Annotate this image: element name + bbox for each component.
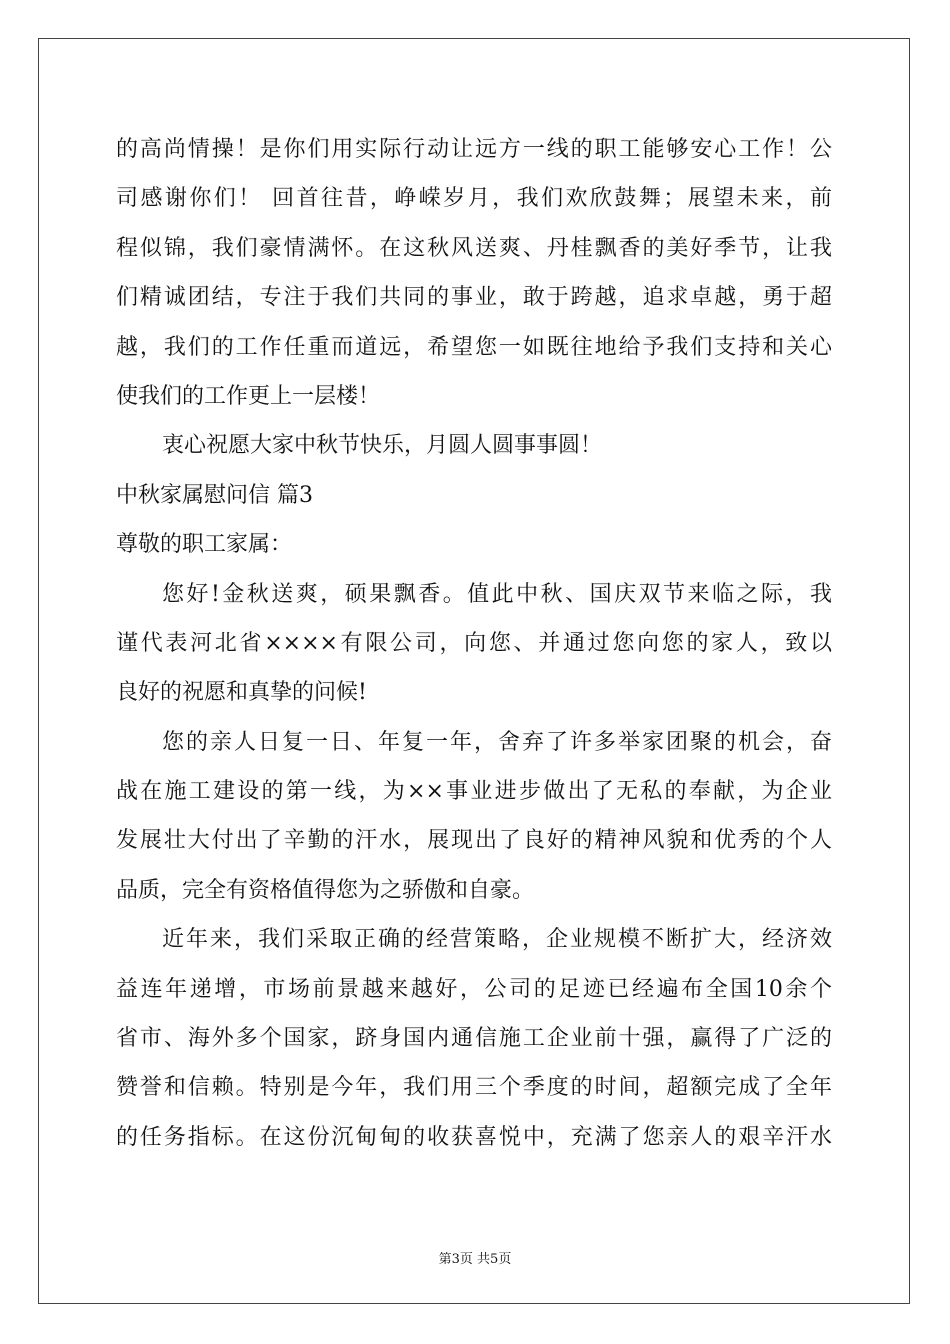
text-line: 良好的祝愿和真挚的问候! [116, 680, 367, 706]
salutation: 尊敬的职工家属： [116, 532, 293, 558]
page-number: 第3页 共5页 [438, 1252, 512, 1267]
text-line: 越，我们的工作任重而道远，希望您一如既往地给予我们支持和关心 [116, 334, 832, 360]
text-line: 省市、海外多个国家，跻身国内通信施工企业前十强，赢得了广泛的 [116, 1026, 832, 1052]
section-heading: 中秋家属慰问信 篇3 [116, 482, 313, 508]
text-line: 战在施工建设的第一线，为××事业进步做出了无私的奉献，为企业 [116, 779, 832, 805]
text-line: 您好!金秋送爽，硕果飘香。值此中秋、国庆双节来临之际，我 [162, 581, 832, 607]
text-line: 的任务指标。在这份沉甸甸的收获喜悦中，充满了您亲人的艰辛汗水 [116, 1124, 832, 1150]
text-line: 们精诚团结，专注于我们共同的事业，敢于跨越，追求卓越，勇于超 [116, 285, 832, 311]
text-line: 品质，完全有资格值得您为之骄傲和自豪。 [116, 877, 535, 903]
text-line: 近年来，我们采取正确的经营策略，企业规模不断扩大，经济效 [162, 927, 832, 953]
text-line: 的高尚情操！是你们用实际行动让远方一线的职工能够安心工作！公 [116, 137, 832, 162]
text-line: 发展壮大付出了辛勤的汗水，展现出了良好的精神风貌和优秀的个人 [116, 828, 832, 854]
text-line: 谨代表河北省××××有限公司，向您、并通过您向您的家人，致以 [116, 630, 832, 656]
text-line: 司感谢你们！ 回首往昔，峥嵘岁月，我们欢欣鼓舞；展望未来，前 [116, 186, 832, 212]
text-line: 衷心祝愿大家中秋节快乐，月圆人圆事事圆！ [162, 433, 603, 459]
text-line: 赞誉和信赖。特别是今年，我们用三个季度的时间，超额完成了全年 [116, 1075, 832, 1101]
text-line: 您的亲人日复一日、年复一年，舍弃了许多举家团聚的机会，奋 [162, 729, 832, 755]
text-line: 益连年递增，市场前景越来越好，公司的足迹已经遍布全国10余个 [116, 976, 832, 1002]
text-line: 使我们的工作更上一层楼！ [116, 383, 381, 409]
document-body [116, 125, 832, 1162]
text-line: 程似锦，我们豪情满怀。在这秋风送爽、丹桂飘香的美好季节，让我 [116, 235, 832, 261]
